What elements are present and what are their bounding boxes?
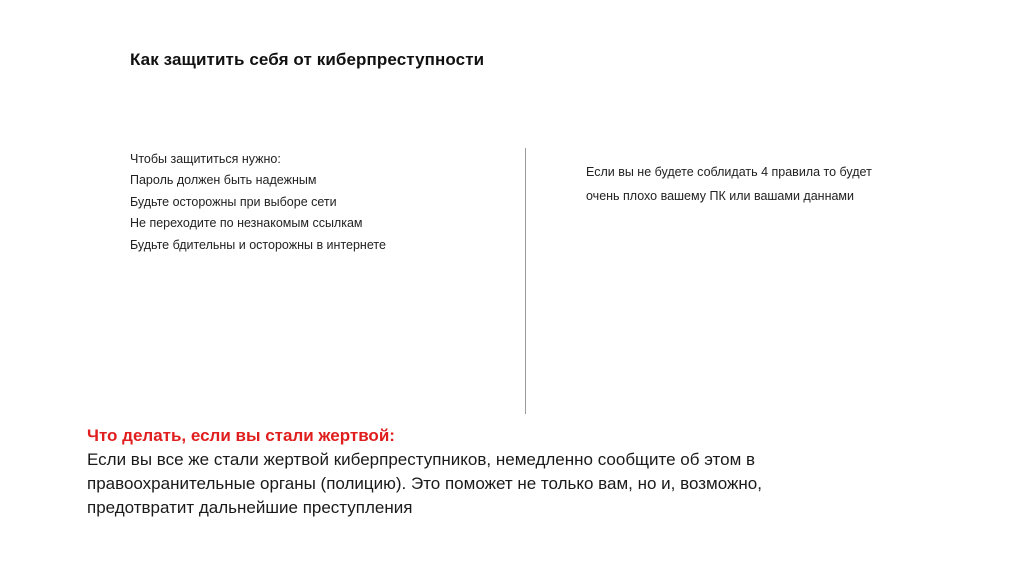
protection-rules-list — [130, 149, 386, 256]
victim-body — [87, 448, 907, 520]
victim-body-line: правоохранительные органы (полицию). Это поможет не только вам, но и, возможно, — [87, 474, 762, 493]
victim-section — [87, 424, 907, 520]
list-item: Будьте осторожны при выборе сети — [130, 194, 337, 209]
warning-line: Если вы не будете соблидать 4 правила то будет — [586, 165, 872, 179]
victim-heading: Что делать, если вы стали жертвой: — [87, 426, 395, 445]
column-divider — [525, 148, 526, 414]
warning-line: очень плохо вашему ПК или вашами даннами — [586, 189, 854, 203]
slide-title: Как защитить себя от киберпреступности — [130, 50, 485, 69]
victim-body-line: Если вы все же стали жертвой киберпреступников, немедленно сообщите об этом в — [87, 450, 756, 469]
list-item: Чтобы защититься нужно: — [130, 152, 281, 166]
warning-text — [586, 160, 906, 208]
list-item: Не переходите по незнакомым ссылкам — [130, 216, 363, 231]
list-item: Пароль должен быть надежным — [130, 173, 317, 188]
victim-body-line: предотвратит дальнейшие преступления — [87, 498, 413, 517]
list-item: Будьте бдительны и осторожны в интернете — [130, 237, 386, 252]
